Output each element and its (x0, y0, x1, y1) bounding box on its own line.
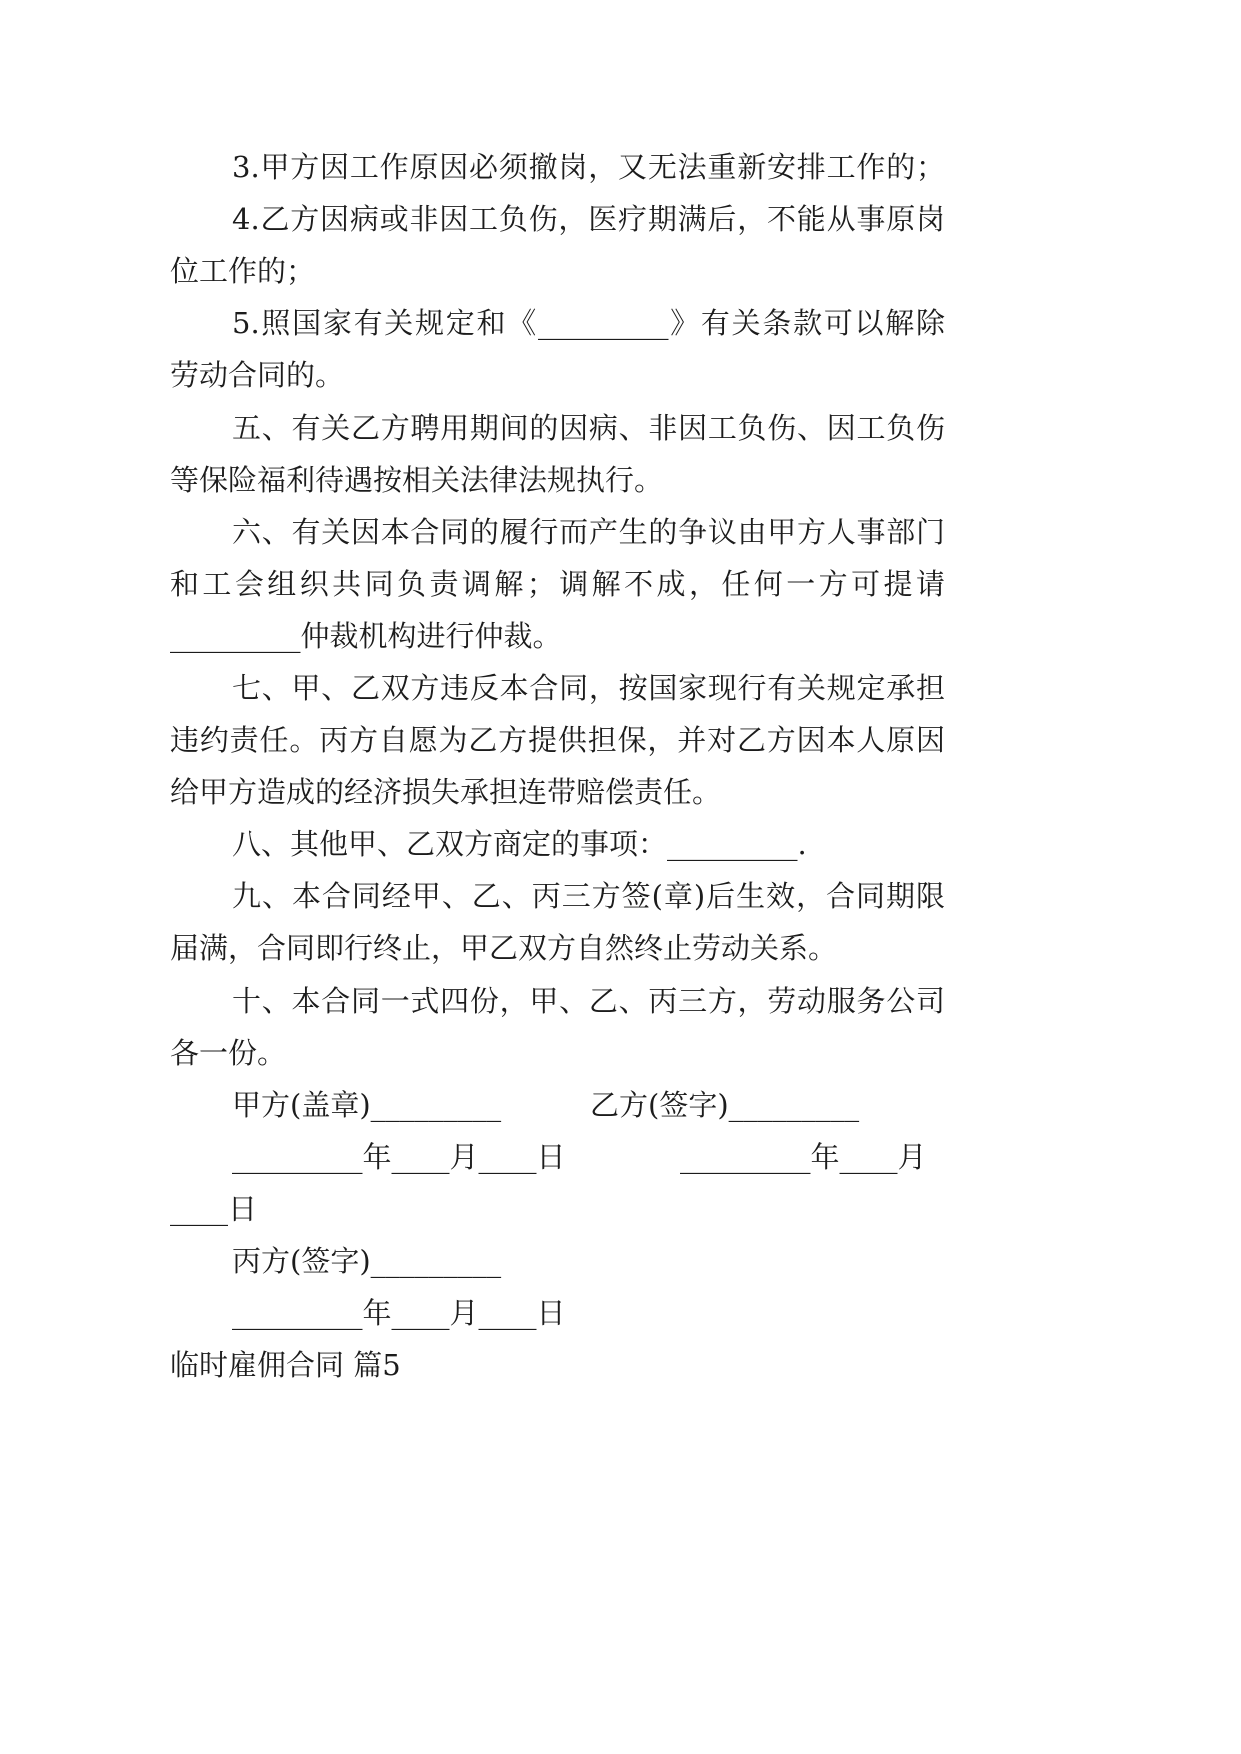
article-6-line-2: 和工会组织共同负责调解；调解不成，任何一方可提请 (170, 567, 945, 601)
article-9-line-2: 届满，合同即行终止，甲乙双方自然终止劳动关系。 (170, 931, 838, 965)
party-a-signature-blank: _________ (370, 1088, 502, 1122)
party-a-label: 甲方(盖章) (232, 1088, 371, 1122)
sub-item-5-line-2: 劳动合同的。 (170, 358, 345, 392)
party-c-label: 丙方(签字) (232, 1244, 371, 1278)
party-c-signature-blank: _________ (370, 1244, 502, 1278)
article-5-line-1: 五、有关乙方聘用期间的因病、非因工负伤、因工负伤 (232, 411, 945, 445)
party-a-date: _________年____月____日 (232, 1140, 566, 1174)
sub-item-5-line-1: 5.照国家有关规定和《_________》有关条款可以解除 (232, 306, 945, 340)
article-8: 八、其他甲、乙双方商定的事项：_________. (232, 827, 807, 861)
sub-item-4-line-1: 4.乙方因病或非因工负伤，医疗期满后，不能从事原岗 (232, 202, 945, 236)
article-7-line-2: 违约责任。丙方自愿为乙方提供担保，并对乙方因本人原因 (170, 723, 945, 757)
article-6-line-3: _________仲裁机构进行仲裁。 (170, 619, 562, 653)
party-b-label: 乙方(签字) (590, 1088, 729, 1122)
party-a-signature-line (232, 1085, 501, 1125)
party-b-date-line-2: ____日 (170, 1192, 258, 1226)
section-heading: 临时雇佣合同 篇5 (170, 1348, 401, 1382)
article-5-line-2: 等保险福利待遇按相关法律法规执行。 (170, 463, 664, 497)
article-9-line-1: 九、本合同经甲、乙、丙三方签(章)后生效，合同期限 (232, 879, 945, 913)
sub-item-3: 3.甲方因工作原因必须撤岗，又无法重新安排工作的； (232, 150, 945, 184)
article-10-line-2: 各一份。 (170, 1036, 287, 1070)
party-c-signature-line (232, 1241, 501, 1281)
article-7-line-1: 七、甲、乙双方违反本合同，按国家现行有关规定承担 (232, 671, 945, 705)
party-b-date-line-1: _________年____月 (680, 1140, 927, 1174)
article-6-line-1: 六、有关因本合同的履行而产生的争议由甲方人事部门 (232, 515, 945, 549)
sub-item-4-line-2: 位工作的； (170, 254, 316, 288)
article-7-line-3: 给甲方造成的经济损失承担连带赔偿责任。 (170, 775, 722, 809)
party-c-date: _________年____月____日 (232, 1296, 566, 1330)
party-b-signature-line (590, 1085, 859, 1125)
party-b-signature-blank: _________ (728, 1088, 860, 1122)
article-10-line-1: 十、本合同一式四份，甲、乙、丙三方，劳动服务公司 (232, 984, 945, 1018)
